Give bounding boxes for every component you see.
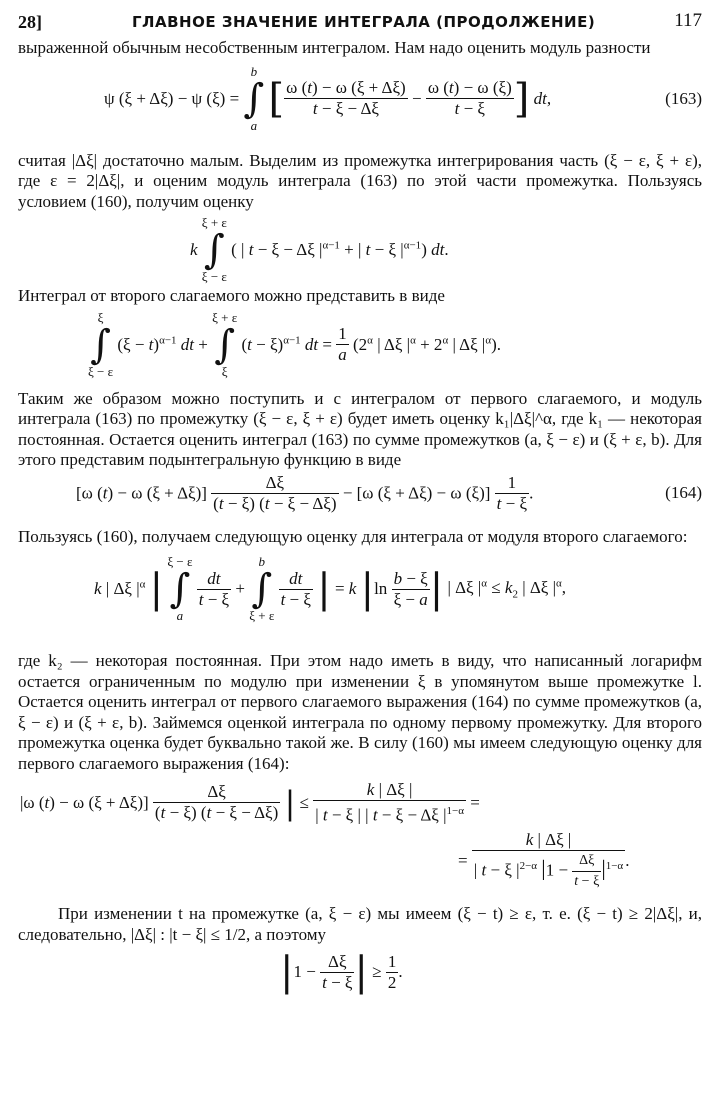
- second-term-estimate: k | Δξ $|^\alpha$ | ξ − ε ∫ a $\frac{dt}{t - \xi}$ + b ∫ ξ + ε $\frac{dt}{t - \xi}$ | = k |ln $\frac{b - \xi}{\xi - a}$ | | Δξ $|^\alpha \le k_2$ | Δξ $|^\alpha$,: [94, 554, 567, 623]
- running-header: [18, 8, 702, 36]
- equation-163: ψ (ξ + Δξ) − ψ (ξ) = b ∫ a [ $\frac{\omega (t) - \omega (\xi + \Delta\xi)}{t - \xi - \Delta\xi}$ − $\frac{\omega (t) - \omega (\xi)}{t - \xi}$ ] dt, (163): [104, 63, 702, 133]
- paragraph-1: выраженной обычным несобственным интегралом. Нам надо оценить модуль разности: [18, 38, 651, 57]
- paragraph-7: При изменении t на промежутке (a, ξ − ε) мы имеем (ξ − t) ≥ ε, т. е. (ξ − t) ≥ 2|Δξ|, и, следовательно, |Δξ| : |t − ξ| ≤ 1/2, а поэтому: [18, 904, 702, 944]
- estimate-integral: k ξ + ε ∫ ξ − ε ( | t − ξ − Δξ $|^{\alpha-1}$ + | t − ξ $|^{\alpha-1}$) dt.: [190, 215, 449, 284]
- first-term-estimate: |ω (t) − ω (ξ + Δξ)] $\frac{\Delta\xi}{(t - \xi) (t - \xi - \Delta\xi)}$ | ≤ $\frac{k | \Delta\xi |}{| t - \xi | | t - \xi - \Delta\xi |^{1-\alpha}}$ = = k | Δξ | | t − ξ $|^{2-\alpha}$ |1 − $\frac{\Delta\xi}{t - \xi}$ $|^{1-\alpha}$ .: [20, 780, 630, 889]
- paragraph-6: где k₂ — некоторая постоянная. При этом надо иметь в виду, что написанный логарифм остается ограниченным по модулю при изменении ξ в упомянутом выше промежутке l. Остается оценить интеграл от первого слагаемого выражения (164) по сумме промежутков (a, ξ − ε) и (ξ + ε, b). Займемся оценкой интеграла по одному первому промежутку. Для второго промежутка оценка будет буквально такой же. В силу (160) мы имеем следующую оценку для первого слагаемого выражения (164):: [18, 651, 702, 773]
- equation-number-163: (163): [665, 88, 702, 108]
- final-inequality: |1 − $\frac{\Delta\xi}{t - \xi}$ | ≥ $\frac{1}{2}$ .: [280, 949, 403, 995]
- paragraph-3: Интеграл от второго слагаемого можно представить в виде: [18, 286, 445, 305]
- page-number: 117: [674, 10, 702, 31]
- running-title: ГЛАВНОЕ ЗНАЧЕНИЕ ИНТЕГРАЛА (ПРОДОЛЖЕНИЕ): [132, 13, 596, 31]
- section-number: 28]: [18, 12, 42, 32]
- paragraph-2: считая |Δξ| достаточно малым. Выделим из промежутка интегрирования часть (ξ − ε, ξ + ε), где ε = 2|Δξ|, и оценим модуль интеграла (163) по этой части промежутка. Пользуясь условием (160), получим оценку: [18, 150, 702, 211]
- second-term-integral: ξ ∫ ξ − ε $(\xi - t)^{\alpha-1}$ dt + ξ + ε ∫ ξ $(t - \xi)^{\alpha-1}$ dt = $\frac{1}{a}$ ($2^\alpha$ | Δξ $|^\alpha + 2^\alpha$ | Δξ $|^\alpha$).: [88, 309, 502, 379]
- paragraph-4: Таким же образом можно поступить и с интегралом от первого слагаемого, и модуль интеграла (163) по промежутку (ξ − ε, ξ + ε) будет иметь оценку k₁|Δξ|^α, где k₁ — некоторая постоянная. Остается оценить интеграл (163) по сумме промежутков (a, ξ − ε) и (ξ + ε, b). Для этого представим подынтегральную функцию в виде: [18, 388, 702, 469]
- equation-number-164: (164): [665, 482, 702, 502]
- page: [18, 8, 702, 1005]
- paragraph-5: Пользуясь (160), получаем следующую оценку для интеграла от модуля второго слагаемого:: [18, 526, 688, 546]
- equation-164: [ω (t) − ω (ξ + Δξ)] $\frac{\Delta\xi}{(t - \xi) (t - \xi - \Delta\xi)}$ − [ω (ξ + Δξ) − ω (ξ)] $\frac{1}{t - \xi}$ . (164): [76, 472, 702, 513]
